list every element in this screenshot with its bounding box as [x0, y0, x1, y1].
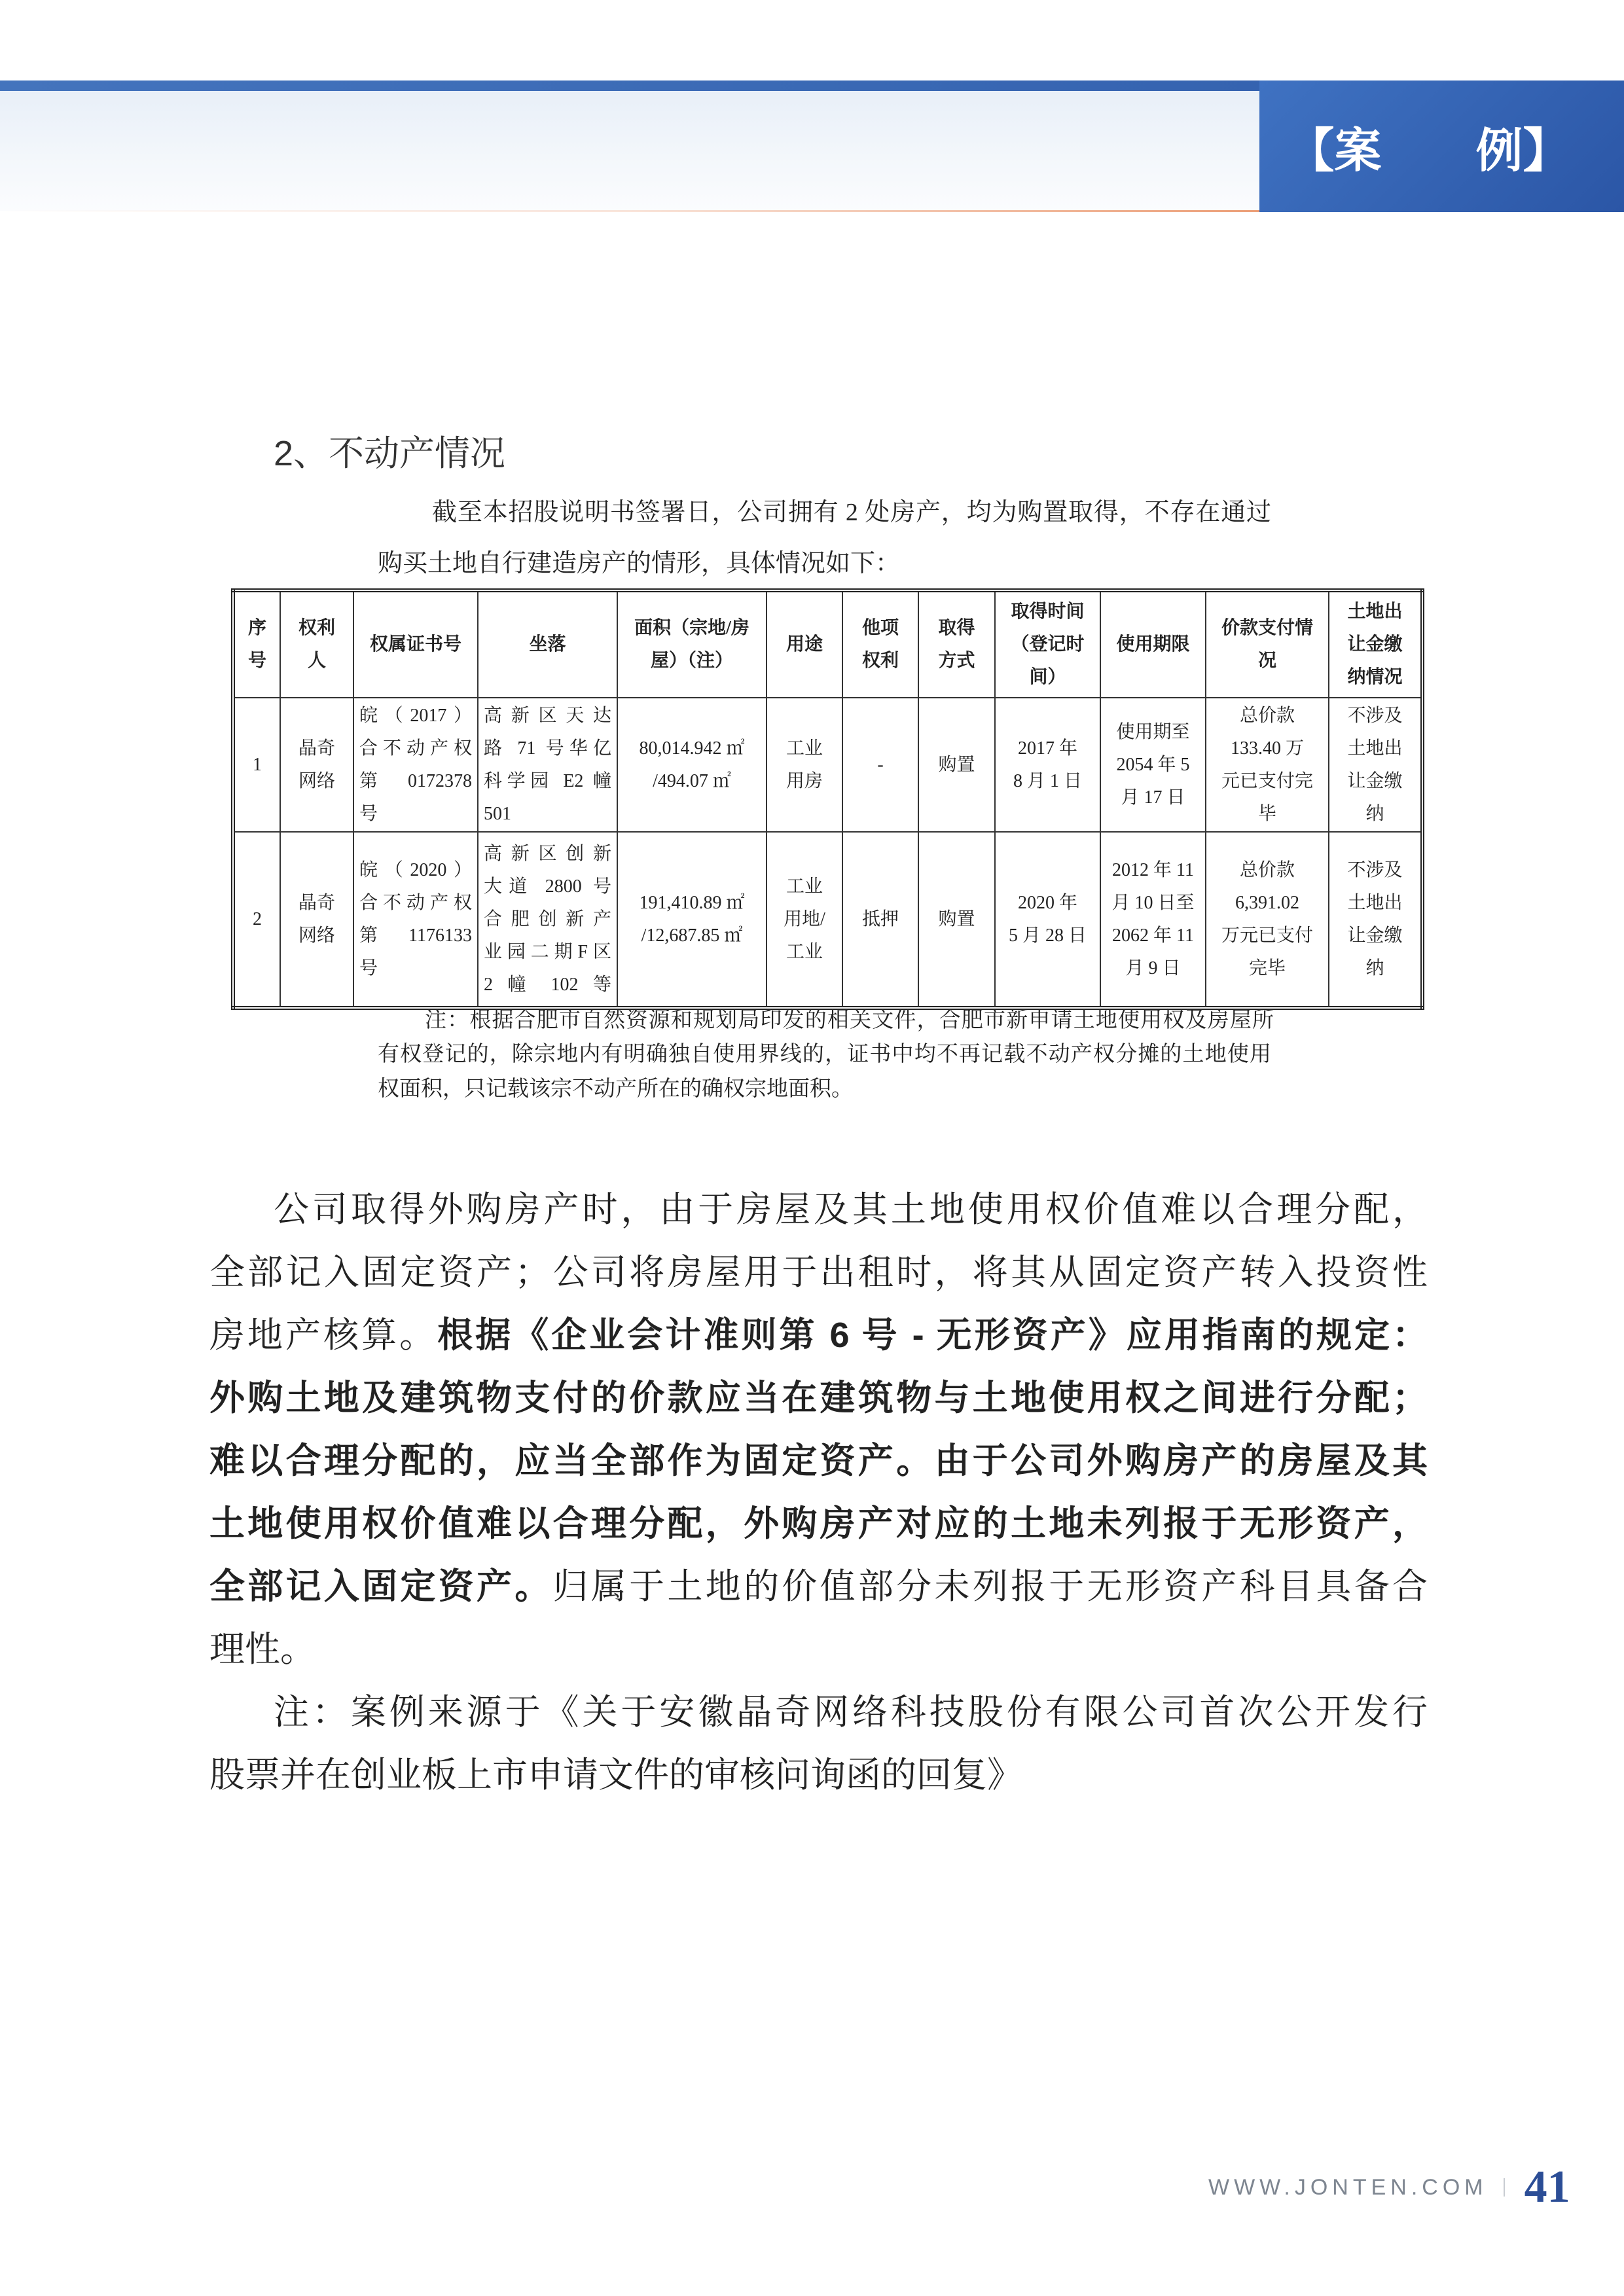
cell-land-fee: 不涉及 土地出 让金缴 纳 — [1329, 698, 1422, 832]
body-text: 全部记入固定资产；公司将房屋用于出租时，将其从固定资产转入投资性 — [209, 1253, 1428, 1292]
case-tag-box — [1259, 81, 1624, 212]
cell-certificate: 皖（2017） 合不动产权 第 0172378 号 — [353, 698, 478, 832]
header-cell-usage: 用途 — [767, 590, 842, 698]
cell-other-rights: - — [842, 698, 918, 832]
body-text-line — [209, 1367, 1428, 1429]
cell-acquisition-method: 购置 — [918, 698, 995, 832]
header-cell-certificate: 权属证书号 — [353, 590, 478, 698]
property-table — [231, 588, 1424, 1010]
footer-divider — [1504, 2178, 1505, 2197]
source-note-text: 注：案例来源于《关于安徽晶奇网络科技股份有限公司首次公开发行 — [274, 1693, 1428, 1732]
source-note-line — [274, 1681, 1428, 1744]
cell-land-fee: 不涉及 土地出 让金缴 纳 — [1329, 832, 1422, 1008]
cell-payment: 总价款 6,391.02 万元已支付 完毕 — [1206, 832, 1329, 1008]
cell-term: 2012 年 11 月 10 日至 2062 年 11 月 9 日 — [1100, 832, 1206, 1008]
header-cell-index: 序 号 — [233, 590, 280, 698]
body-text-line — [274, 1178, 1428, 1241]
body-text: 理性。 — [209, 1630, 316, 1669]
cell-index: 2 — [233, 832, 280, 1008]
cell-usage: 工业 用房 — [767, 698, 842, 832]
body-text-line — [209, 1304, 1428, 1367]
case-tag-label: 【案 例】 — [1287, 124, 1570, 177]
cell-owner: 晶奇 网络 — [280, 832, 353, 1008]
cell-area: 191,410.89 ㎡ /12,687.85 ㎡ — [617, 832, 767, 1008]
cell-area: 80,014.942 ㎡ /494.07 ㎡ — [617, 698, 767, 832]
header-cell-land-fee: 土地出 让金缴 纳情况 — [1329, 590, 1422, 698]
body-text: 房地产核算。 — [209, 1316, 438, 1355]
body-bold-text: 土地使用权价值难以合理分配，外购房产对应的土地未列报于无形资产， — [209, 1504, 1428, 1543]
cell-certificate: 皖（2020） 合不动产权 第 1176133 号 — [353, 832, 478, 1008]
header-cell-acquisition-date: 取得时间 （登记时 间） — [995, 590, 1100, 698]
body-bold-text: 全部记入固定资产。 — [209, 1567, 553, 1606]
cell-owner: 晶奇 网络 — [280, 698, 353, 832]
header-accent-line — [0, 210, 1259, 212]
body-bold-text: 外购土地及建筑物支付的价款应当在建筑物与土地使用权之间进行分配； — [209, 1378, 1428, 1418]
table-note-line: 注：根据合肥市自然资源和规划局印发的相关文件，合肥市新申请土地使用权及房屋所 — [425, 1009, 1274, 1032]
header-cell-acquisition-method: 取得 方式 — [918, 590, 995, 698]
table-note-line: 权面积，只记载该宗不动产所在的确权宗地面积。 — [378, 1077, 853, 1101]
header-cell-location: 坐落 — [478, 590, 617, 698]
header-cell-term: 使用期限 — [1100, 590, 1206, 698]
table-note-line: 有权登记的，除宗地内有明确独自使用界线的，证书中均不再记载不动产权分摊的土地使用 — [378, 1043, 1271, 1066]
cell-acquisition-date: 2017 年 8 月 1 日 — [995, 698, 1100, 832]
source-note-text: 股票并在创业板上市申请文件的审核问询函的回复》 — [209, 1755, 1022, 1795]
body-text-line — [209, 1241, 1428, 1304]
body-text: 归属于土地的价值部分未列报于无形资产科目具备合 — [552, 1567, 1428, 1606]
body-bold-text: 根据《企业会计准则第 6 号 - 无形资产》应用指南的规定： — [437, 1316, 1428, 1355]
cell-location: 高新区创新 大道 2800 号 合肥创新产 业园二期F区 2 幢 102 等 — [478, 832, 617, 1008]
body-text-line — [209, 1618, 1428, 1681]
page-number: 41 — [1524, 2162, 1570, 2212]
body-text: 公司取得外购房产时，由于房屋及其土地使用权价值难以合理分配， — [274, 1190, 1428, 1229]
cell-term: 使用期至 2054 年 5 月 17 日 — [1100, 698, 1206, 832]
cell-other-rights: 抵押 — [842, 832, 918, 1008]
header-cell-other-rights: 他项 权利 — [842, 590, 918, 698]
cell-acquisition-method: 购置 — [918, 832, 995, 1008]
table-row — [233, 698, 1422, 832]
header-cell-payment: 价款支付情 况 — [1206, 590, 1329, 698]
page-footer — [1208, 2160, 1570, 2215]
source-note-line — [209, 1744, 1428, 1806]
header-blue-bar — [0, 81, 1259, 91]
body-text-line — [209, 1492, 1428, 1555]
body-bold-text: 难以合理分配的，应当全部作为固定资产。由于公司外购房产的房屋及其 — [209, 1441, 1428, 1480]
body-text-line — [209, 1555, 1428, 1618]
header-cell-owner: 权利 人 — [280, 590, 353, 698]
header-background — [0, 91, 1259, 211]
excerpt-intro-line: 截至本招股说明书签署日，公司拥有 2 处房产，均为购置取得，不存在通过 — [432, 499, 1271, 526]
cell-usage: 工业 用地/ 工业 — [767, 832, 842, 1008]
cell-index: 1 — [233, 698, 280, 832]
header-cell-area: 面积（宗地/房 屋）（注） — [617, 590, 767, 698]
cell-payment: 总价款 133.40 万 元已支付完 毕 — [1206, 698, 1329, 832]
table-row — [233, 832, 1422, 1008]
cell-location: 高新区天达 路 71 号华亿 科学园 E2 幢 501 — [478, 698, 617, 832]
website-url: WWW.JONTEN.COM — [1208, 2174, 1488, 2200]
table-header-row — [233, 590, 1422, 698]
body-text-line — [209, 1429, 1428, 1492]
section-title: 2、不动产情况 — [274, 434, 506, 473]
cell-acquisition-date: 2020 年 5 月 28 日 — [995, 832, 1100, 1008]
excerpt-intro-line: 购买土地自行建造房产的情形，具体情况如下： — [378, 550, 901, 577]
